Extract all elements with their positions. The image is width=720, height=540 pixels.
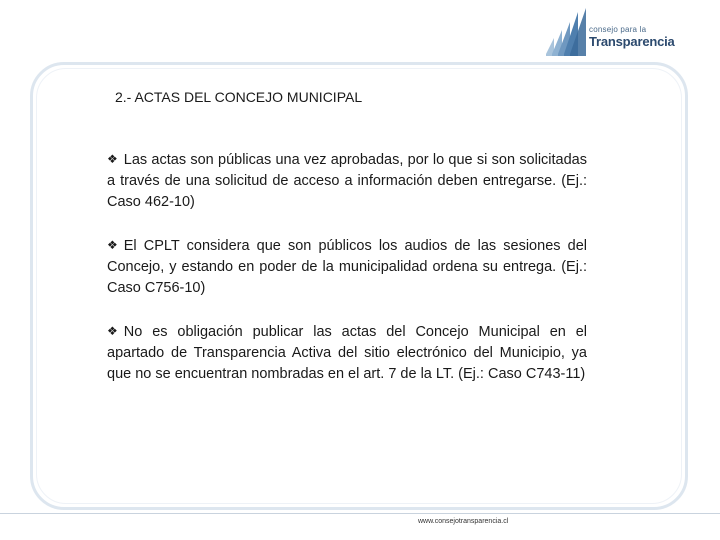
bullet-item xyxy=(107,236,587,299)
bullet-item xyxy=(107,322,587,385)
diamond-bullet-icon: ❖ xyxy=(107,238,118,252)
logo xyxy=(544,8,684,56)
logo-subtitle: consejo para la xyxy=(589,25,647,34)
slide-title: 2.- ACTAS DEL CONCEJO MUNICIPAL xyxy=(115,89,363,105)
bars-logo-icon xyxy=(544,8,588,56)
bullet-text: No es obligación publicar las actas del Concejo Municipal en el apartado de Transparencia Activa del sitio electrónico del Municipio, ya que no se encuentran nombradas en el art. 7 de la LT. (Ej.: Caso C743-11) xyxy=(107,324,587,382)
bullet-text: Las actas son públicas una vez aprobadas, por lo que si son solicitadas a través de una solicitud de acceso a información deben entregarse. (Ej.: Caso 462-10) xyxy=(107,152,587,210)
footer-divider xyxy=(0,513,720,514)
bullet-item xyxy=(107,150,587,213)
bullet-text: El CPLT considera que son públicos los audios de las sesiones del Concejo, y estando en poder de la municipalidad ordena su entrega. (Ej.: Caso C756-10) xyxy=(107,238,587,296)
footer-url[interactable]: www.consejotransparencia.cl xyxy=(418,518,509,525)
diamond-bullet-icon: ❖ xyxy=(107,152,118,166)
logo-title: Transparencia xyxy=(589,34,675,49)
diamond-bullet-icon: ❖ xyxy=(107,324,118,338)
